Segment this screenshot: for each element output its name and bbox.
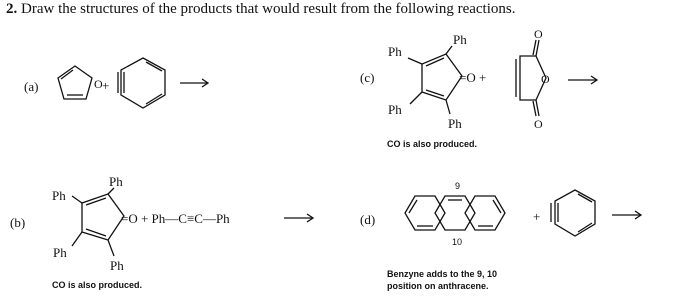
part-d-note-line-2: position on anthracene. [387,281,489,291]
part-c-ph-left: Ph [388,44,402,59]
anthracene-ring-right [465,196,505,230]
cyclopentadienone-ring-b [82,194,124,240]
furan-ring [58,66,92,99]
part-d-note-line-1: Benzyne adds to the 9, 10 [387,269,498,279]
part-c-ph-bottom: Ph [448,116,462,131]
part-c-ph-bottom-left: Ph [388,102,402,117]
part-b-label: (b) [10,215,26,230]
part-c-o-top: O [534,27,543,41]
part-b-ph-bottom: Ph [110,258,124,273]
part-c-o-bottom: O [534,117,543,131]
part-b-ph-bottom-left: Ph [53,245,67,260]
anthracene-ring-left [405,196,445,230]
part-d-label: (d) [360,212,376,227]
question-number: 2. [6,1,18,17]
part-d-plus: + [533,209,541,224]
part-c [360,27,597,149]
part-c-ph-top: Ph [453,32,467,47]
anthracene-position-10: 10 [452,237,463,247]
part-c-o-ring: O [541,72,550,86]
part-b-reagents: =O + Ph—C≡C—Ph [121,211,230,226]
benzyne-ring [121,58,165,108]
part-c-note: CO is also produced. [387,139,478,149]
part-b-note: CO is also produced. [52,280,143,290]
part-b [10,174,313,290]
question-text: Draw the structures of the products that would result from the following reactions. [21,1,516,17]
part-c-label: (c) [360,70,375,85]
part-b-ph-top: Ph [109,174,123,189]
part-a-plus: + [102,78,110,93]
part-a [24,58,208,108]
part-a-label: (a) [24,79,39,94]
part-c-reagents: =O + [459,70,487,85]
cyclopentadienone-ring-c [422,54,462,100]
anthracene-ring-middle [435,196,475,230]
anthracene-position-9: 9 [455,181,461,191]
benzyne-ring-d [555,190,595,236]
part-d [360,181,641,291]
furan-oxygen-label: O [94,77,103,91]
part-b-ph-left: Ph [52,188,66,203]
